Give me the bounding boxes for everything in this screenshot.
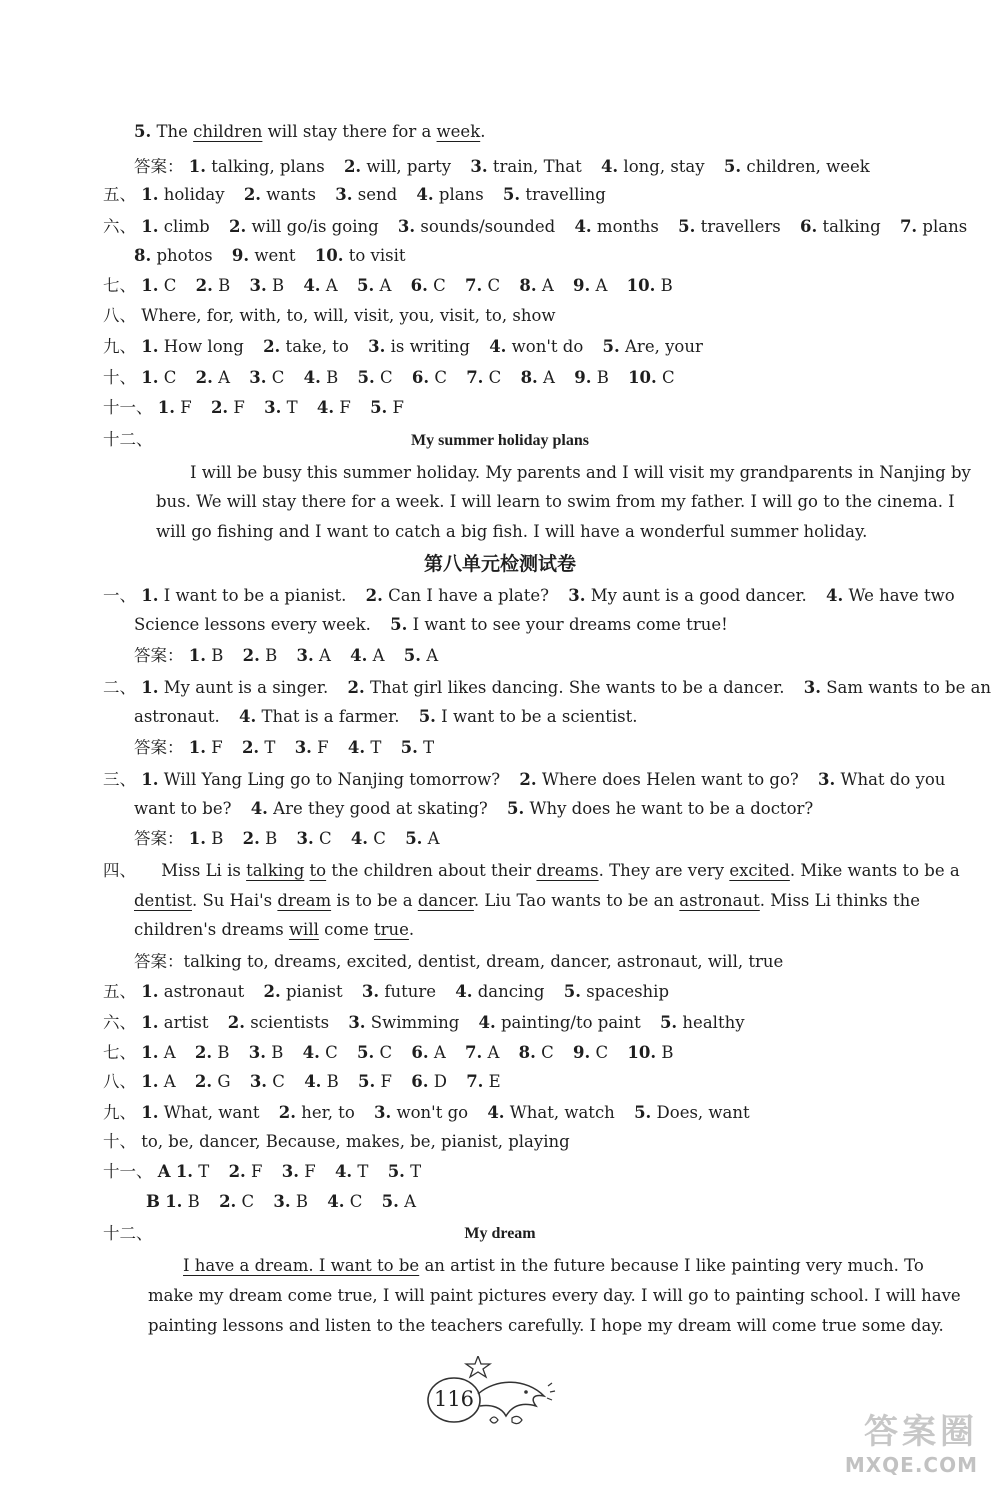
q3-answers: 答案： 1. B 2. B 3. C 4. C 5. A [134,829,440,848]
section-12-label: 十二、 [103,430,153,449]
watermark-logo-text: 答案圈 [864,1412,978,1452]
essay-line: I have a dream. I want to be an artist in the future because I like painting very much. To [183,1256,924,1275]
q3-cont: want to be? 4. Are they good at skating? 5. Why does he want to be a doctor? [134,799,814,818]
section-7: 七、 1. C 2. B 3. B 4. A 5. A 6. C 7. C 8. A 9. A 10. B [103,276,673,295]
page-number-badge [426,1356,556,1436]
sentence-5: 5. The children will stay there for a week. [134,122,486,141]
section-6-cont: 8. photos 9. went 10. to visit [134,246,406,265]
q6: 六、 1. artist 2. scientists 3. Swimming 4. painting/to paint 5. healthy [103,1013,745,1032]
q5: 五、 1. astronaut 2. pianist 3. future 4. dancing 5. spaceship [103,982,670,1001]
q2-cont: astronaut. 4. That is a farmer. 5. I want to be a scientist. [134,707,638,726]
section-10: 十、 1. C 2. A 3. C 4. B 5. C 6. C 7. C 8. A 9. B 10. C [103,368,675,387]
q2: 二、 1. My aunt is a singer. 2. That girl likes dancing. She wants to be a dancer. 3. Sam wants to be an [103,678,992,697]
q11-b: B 1. B 2. C 3. B 4. C 5. A [146,1192,417,1211]
q3: 三、 1. Will Yang Ling go to Nanjing tomorrow? 2. Where does Helen want to go? 3. What do you [103,770,946,789]
essay-line: painting lessons and listen to the teachers carefully. I hope my dream will come true some day. [148,1316,944,1335]
section-6: 六、 1. climb 2. will go/is going 3. sounds/sounded 4. months 5. travellers 6. talking 7. plans [103,217,968,236]
q4-answers: 答案：talking to, dreams, excited, dentist, dream, dancer, astronaut, will, true [134,952,784,971]
page-number: 116 [433,1387,475,1411]
q4: 四、 Miss Li is talking to the children about their dreams. They are very excited. Mike wants to be a [103,861,960,880]
essay-line: will go fishing and I want to catch a big fish. I will have a wonderful summer holiday. [156,522,868,541]
underlined-phrase: I have a dream. I want to be [183,1256,420,1275]
q4-cont: dentist. Su Hai's dream is to be a dancer. Liu Tao wants to be an astronaut. Miss Li thinks the [134,891,920,910]
underlined-word: talking [246,861,305,880]
q9: 九、 1. What, want 2. her, to 3. won't go 4. What, watch 5. Does, want [103,1103,750,1122]
q2-answers: 答案： 1. F 2. T 3. F 4. T 5. T [134,738,435,757]
underlined-word: astronaut [679,891,760,910]
underlined-word: dancer [417,891,474,910]
q1: 一、 1. I want to be a pianist. 2. Can I have a plate? 3. My aunt is a good dancer. 4. We have two [103,586,955,605]
section-11: 十一、 1. F 2. F 3. T 4. F 5. F [103,398,404,417]
essay-line: make my dream come true, I will paint pictures every day. I will go to painting school. I will have [148,1286,961,1305]
answer-line: 答案： 1. talking, plans 2. will, party 3. train, That 4. long, stay 5. children, week [134,157,870,176]
underlined-word: true [374,920,409,939]
q10: 十、 to, be, dancer, Because, makes, be, pianist, playing [103,1132,570,1151]
watermark [798,1404,978,1484]
underlined-word: will [288,920,319,939]
watermark-url: MXQE.COM [844,1453,978,1477]
underlined-word: dreams [536,861,599,880]
underlined-word: excited [729,861,790,880]
underlined-word: dentist [134,891,192,910]
underlined-word: children [193,122,263,141]
section-8: 八、 Where, for, with, to, will, visit, you, visit, to, show [103,306,556,325]
underlined-word: week [436,122,481,141]
q1-cont: Science lessons every week. 5. I want to see your dreams come true! [134,615,728,634]
q8: 八、 1. A 2. G 3. C 4. B 5. F 6. D 7. E [103,1072,501,1091]
q11-a: 十一、 A 1. T 2. F 3. F 4. T 5. T [103,1162,422,1181]
unit-title: 第八单元检测试卷 [423,553,576,575]
section-5: 五、 1. holiday 2. wants 3. send 4. plans 5. travelling [103,185,606,204]
essay-line: bus. We will stay there for a week. I will learn to swim from my father. I will go to the cinema. I [156,492,955,511]
underlined-word: dream [277,891,332,910]
q12-label: 十二、 [103,1224,153,1243]
q1-answers: 答案： 1. B 2. B 3. A 4. A 5. A [134,646,439,665]
essay-title: My dream [464,1225,536,1242]
essay-title: My summer holiday plans [411,432,589,449]
q4-cont: children's dreams will come true. [134,920,415,939]
underlined-word: to [309,861,327,880]
essay-line: I will be busy this summer holiday. My parents and I will visit my grandparents in Nanjing by [190,463,971,482]
section-9: 九、 1. How long 2. take, to 3. is writing 4. won't do 5. Are, your [103,337,703,356]
q7: 七、 1. A 2. B 3. B 4. C 5. C 6. A 7. A 8. C 9. C 10. B [103,1043,674,1062]
